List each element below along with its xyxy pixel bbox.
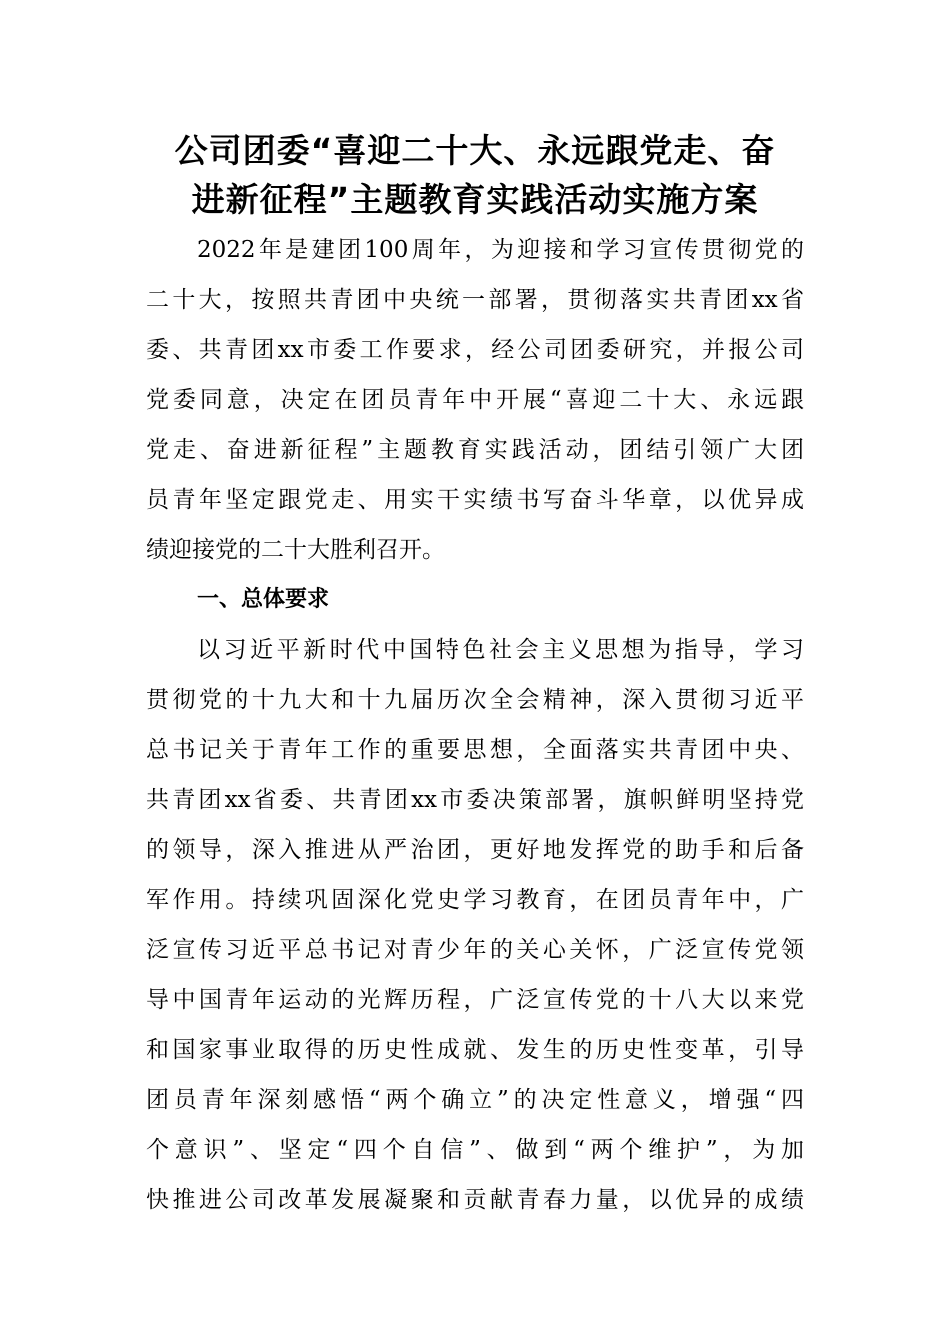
- paragraph-1-line: 2022年是建团100周年，为迎接和学习宣传贯彻党的: [197, 237, 804, 263]
- paragraph-1-line: 二十大，按照共青团中央统一部署，贯彻落实共青团xx省: [146, 287, 804, 313]
- paragraph-1-line: 委、共青团xx市委工作要求，经公司团委研究，并报公司: [146, 337, 804, 363]
- document-title: [130, 126, 820, 224]
- title-line-2: 进新征程”主题教育实践活动实施方案: [191, 180, 759, 219]
- paragraph-2-line: 团员青年深刻感悟“两个确立”的决定性意义，增强“四: [146, 1087, 804, 1113]
- paragraph-2-line: 以习近平新时代中国特色社会主义思想为指导，学习: [197, 637, 804, 663]
- paragraph-2-line: 泛宣传习近平总书记对青少年的关心关怀，广泛宣传党领: [146, 937, 804, 963]
- paragraph-2-line: 个意识”、坚定“四个自信”、做到“两个维护”，为加: [146, 1137, 804, 1163]
- title-line-1: 公司团委“喜迎二十大、永远跟党走、奋: [174, 131, 776, 170]
- paragraph-2-line: 导中国青年运动的光辉历程，广泛宣传党的十八大以来党: [146, 987, 804, 1013]
- section-heading: 一、总体要求: [197, 587, 330, 612]
- paragraph-2-line: 和国家事业取得的历史性成就、发生的历史性变革，引导: [146, 1037, 804, 1063]
- paragraph-2-line: 快推进公司改革发展凝聚和贡献青春力量，以优异的成绩: [146, 1187, 804, 1213]
- paragraph-2-line: 军作用。持续巩固深化党史学习教育，在团员青年中，广: [146, 887, 804, 913]
- paragraph-2-line: 总书记关于青年工作的重要思想，全面落实共青团中央、: [146, 737, 804, 763]
- paragraph-1-line: 党走、奋进新征程”主题教育实践活动，团结引领广大团: [146, 437, 804, 463]
- paragraph-1-line: 绩迎接党的二十大胜利召开。: [146, 537, 445, 563]
- paragraph-1-line: 党委同意，决定在团员青年中开展“喜迎二十大、永远跟: [146, 387, 804, 413]
- paragraph-2-line: 共青团xx省委、共青团xx市委决策部署，旗帜鲜明坚持党: [146, 787, 804, 813]
- paragraph-2-line: 贯彻党的十九大和十九届历次全会精神，深入贯彻习近平: [146, 687, 804, 713]
- paragraph-2-line: 的领导，深入推进从严治团，更好地发挥党的助手和后备: [146, 837, 804, 863]
- paragraph-1-line: 员青年坚定跟党走、用实干实绩书写奋斗华章，以优异成: [146, 487, 804, 513]
